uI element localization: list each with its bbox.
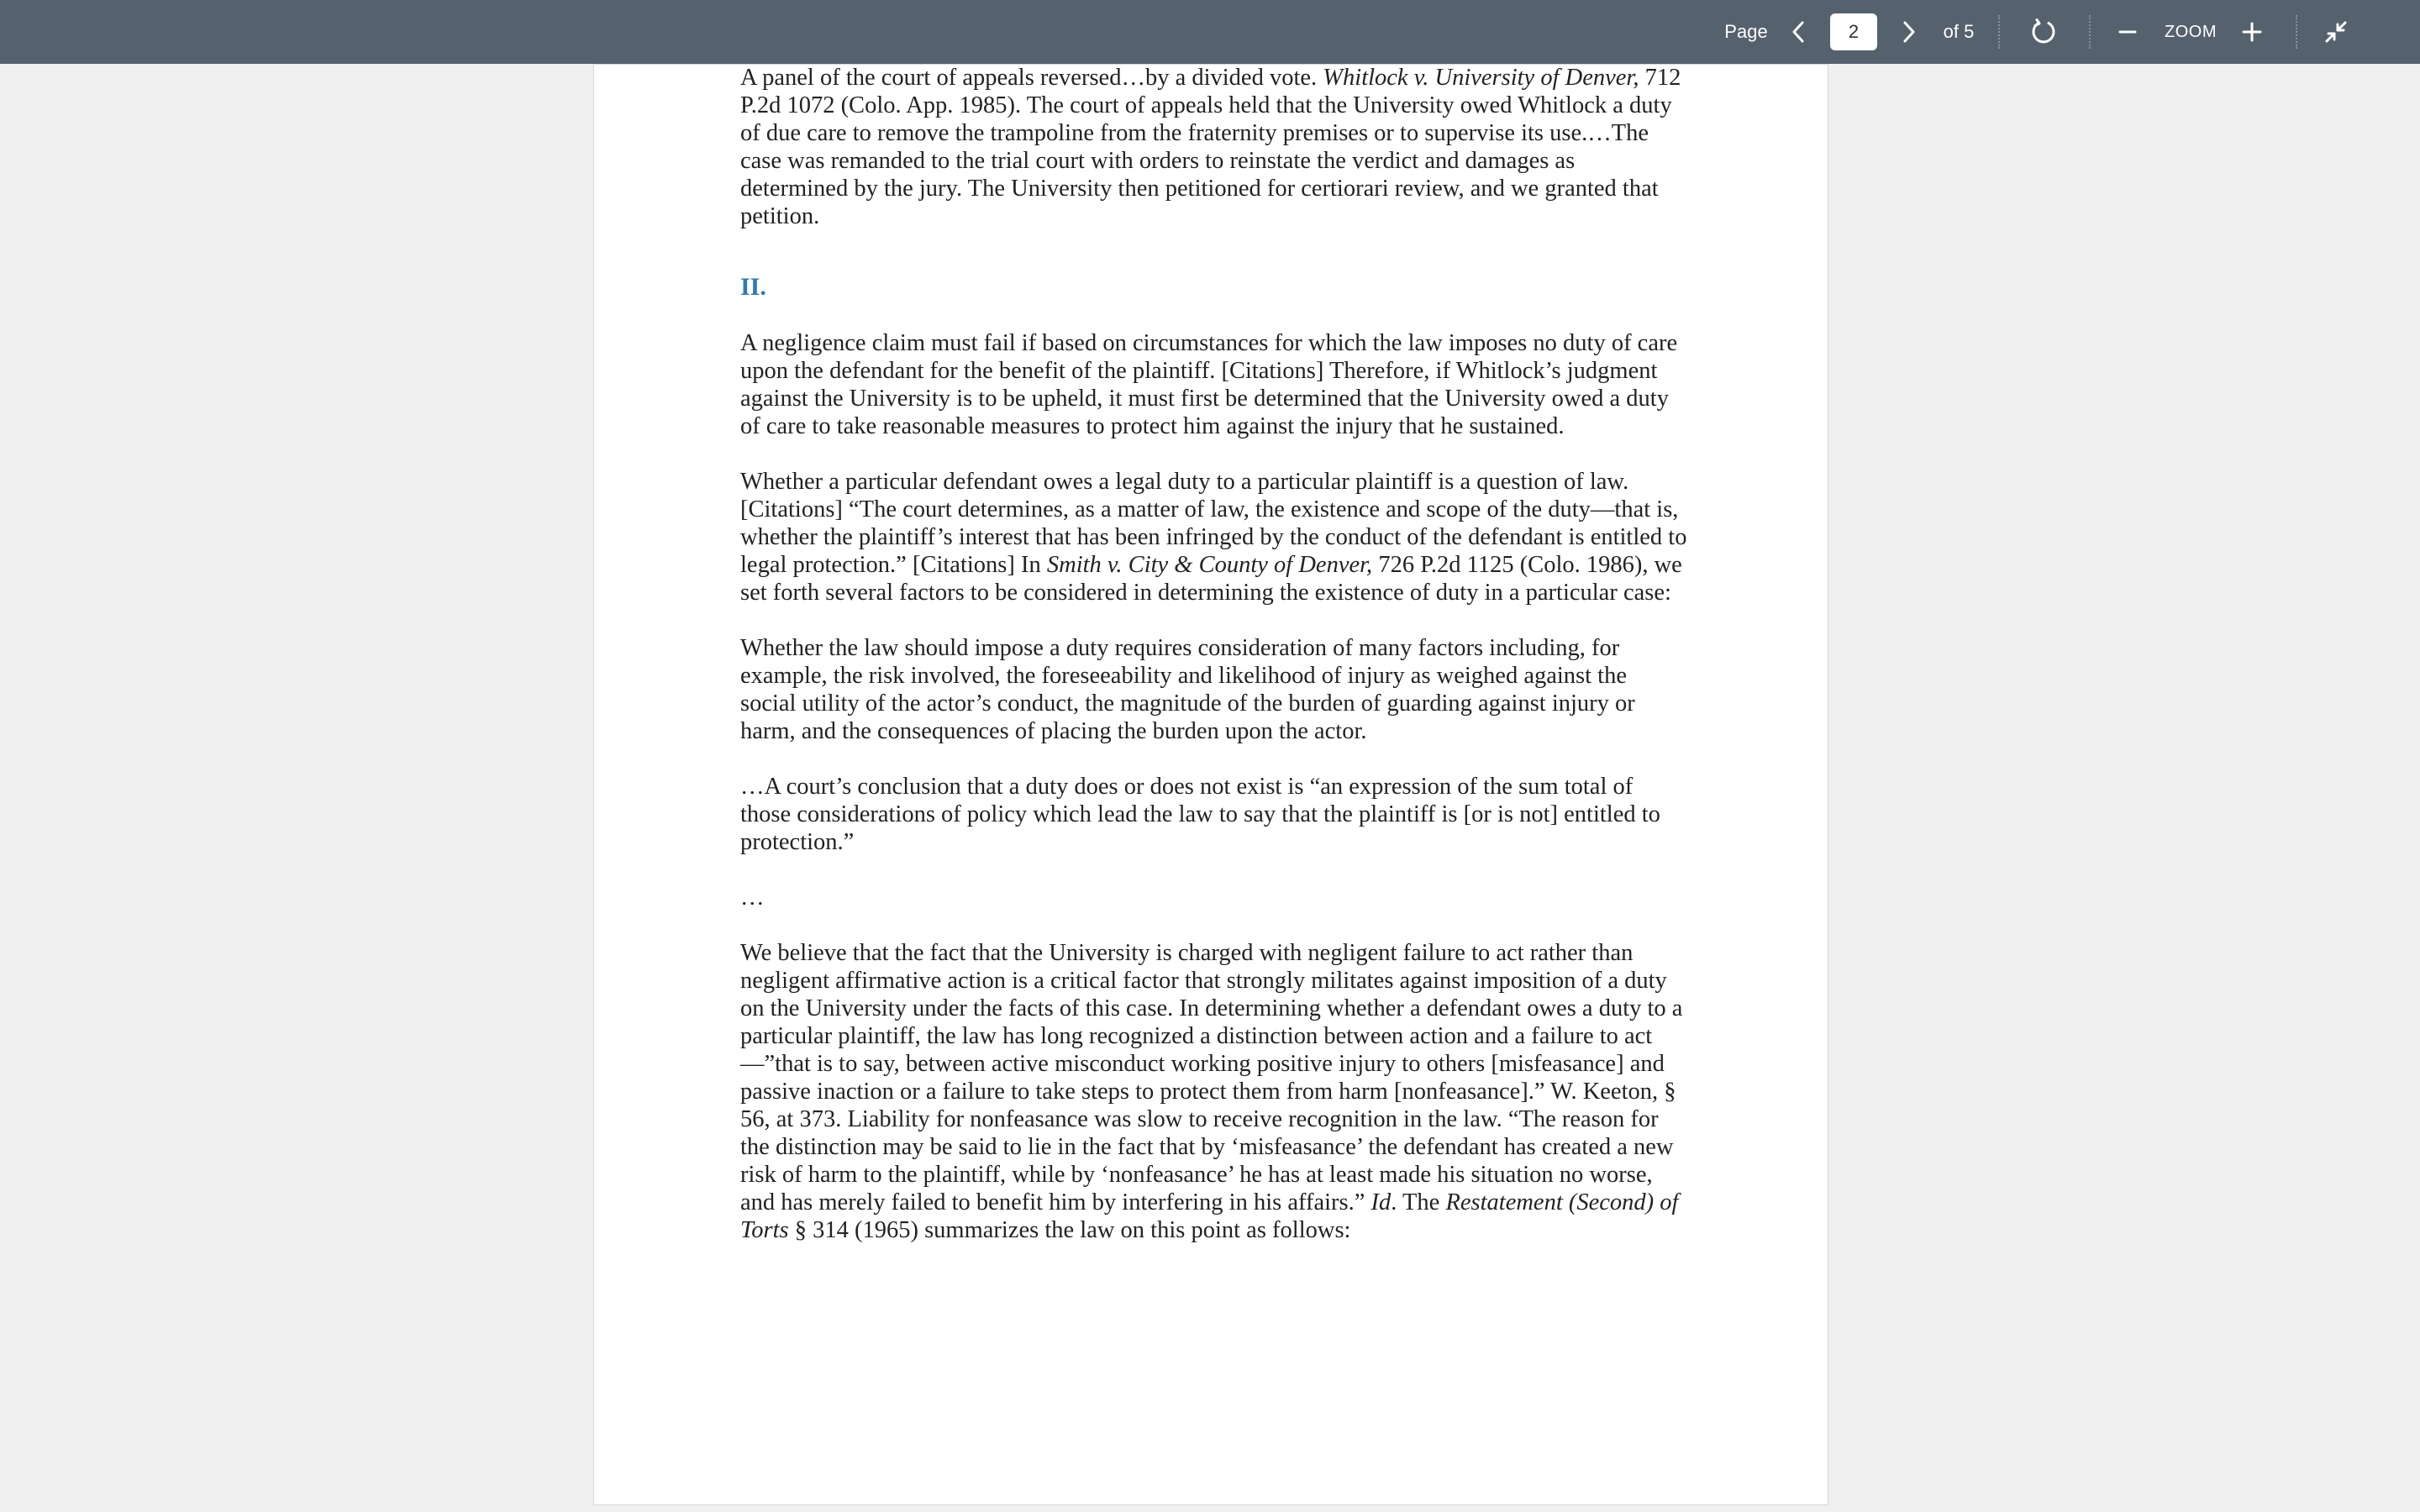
paragraph-text: We believe that the fact that the University is charged with negligent failure to act rather than negligent affirmative action is a critical factor that strongly militates against imposition of a duty on the University under the facts of this case. In determining whether a defendant owes a duty to a particular plaintiff, the law has long recognized a distinction between action and a failure to act—”that is to say, between active misconduct working positive injury to others [misfeasance] and passive inaction or a failure to take steps to protect them from harm [nonfeasance].” W. Keeton, § 56, at 373. Liability for nonfeasance was slow to receive recognition in the law. “The reason for the distinction may be said to lie in the fact that by ‘misfeasance’ the defendant has created a new risk of harm to the plaintiff, while by ‘nonfeasance’ he has at least made his situation no worse, and has merely failed to benefit him by interfering in his affairs.” — [740, 940, 1683, 1215]
case-citation: Smith v. City & County of Denver, — [1046, 552, 1373, 578]
page-number-input[interactable] — [1830, 13, 1877, 50]
omission-ellipsis: … — [740, 885, 765, 911]
paragraph-text: . The — [1391, 1189, 1446, 1215]
document-content — [740, 65, 1688, 1272]
viewer-toolbar — [0, 0, 2420, 64]
rotate-icon[interactable] — [2027, 0, 2060, 64]
plus-icon[interactable] — [2238, 0, 2265, 64]
paragraph-2: A negligence claim must fail if based on circumstances for which the law imposes no duty of care upon the defendant for the benefit of the plaintiff. [Citations] Therefore, if Whitlock’s judgment against the University is to be upheld, it must first be determined that the University owed a duty of care to take reasonable measures to protect him against the injury that he sustained. — [740, 330, 1678, 439]
paragraph-text: 712 P.2d 1072 (Colo. App. 1985). The court of appeals held that the University owed Whitlock a duty of due care to remove the trampoline from the fraternity premises or to supervise its use.…The case was remanded to the trial court with orders to reinstate the verdict and damages as determined by the jury. The University then petitioned for certiorari review, and we granted that petition. — [740, 65, 1681, 229]
chevron-right-icon[interactable] — [1894, 0, 1924, 64]
page-label: Page — [1724, 21, 1768, 42]
paragraph-1 — [740, 64, 1688, 230]
paragraph-text: § 314 (1965) summarizes the law on this point as follows: — [788, 1217, 1351, 1243]
paragraph-text: 726 P.2d 1125 (Colo. 1986), we set forth several factors to be considered in determining the existence of duty in a particular case: — [740, 552, 1682, 606]
toolbar-divider — [2089, 15, 2091, 49]
paragraph-text: Whether a particular defendant owes a legal duty to a particular plaintiff is a question of law. [Citations] “The court determines, as a matter of law, the existence and scope of the duty—that is, whether the plaintiff’s interest that has been infringed by the conduct of the defendant is entitled to legal protection.” [Citations] In — [740, 469, 1687, 578]
case-citation: Whitlock v. University of Denver, — [1323, 65, 1639, 91]
paragraph-4: Whether the law should impose a duty requires consideration of many factors including, for example, the risk involved, the foreseeability and likelihood of injury as weighed against the social utility of the actor’s conduct, the magnitude of the burden of guarding against injury or harm, and the consequences of placing the burden upon the actor. — [740, 635, 1635, 744]
paragraph-3 — [740, 468, 1688, 606]
toolbar-divider — [1998, 15, 2000, 49]
minus-icon[interactable] — [2114, 0, 2141, 64]
id-citation: Id — [1370, 1189, 1392, 1215]
zoom-label: ZOOM — [2165, 22, 2217, 41]
paragraph-6 — [740, 939, 1688, 1244]
chevron-left-icon[interactable] — [1783, 0, 1813, 64]
collapse-icon[interactable] — [2321, 0, 2351, 64]
document-page — [593, 64, 1828, 1505]
toolbar-divider — [2296, 15, 2297, 49]
section-heading: II. — [740, 273, 766, 301]
restatement-citation: Restatement (Second) of Torts — [740, 1189, 1679, 1243]
paragraph-5: …A court’s conclusion that a duty does or does not exist is “an expression of the sum total of those considerations of policy which lead the law to say that the plaintiff is [or is not] entitled to protection.” — [740, 774, 1660, 855]
page-count: of 5 — [1943, 21, 1975, 42]
paragraph-text: A panel of the court of appeals reversed…by a divided vote. — [740, 65, 1323, 91]
